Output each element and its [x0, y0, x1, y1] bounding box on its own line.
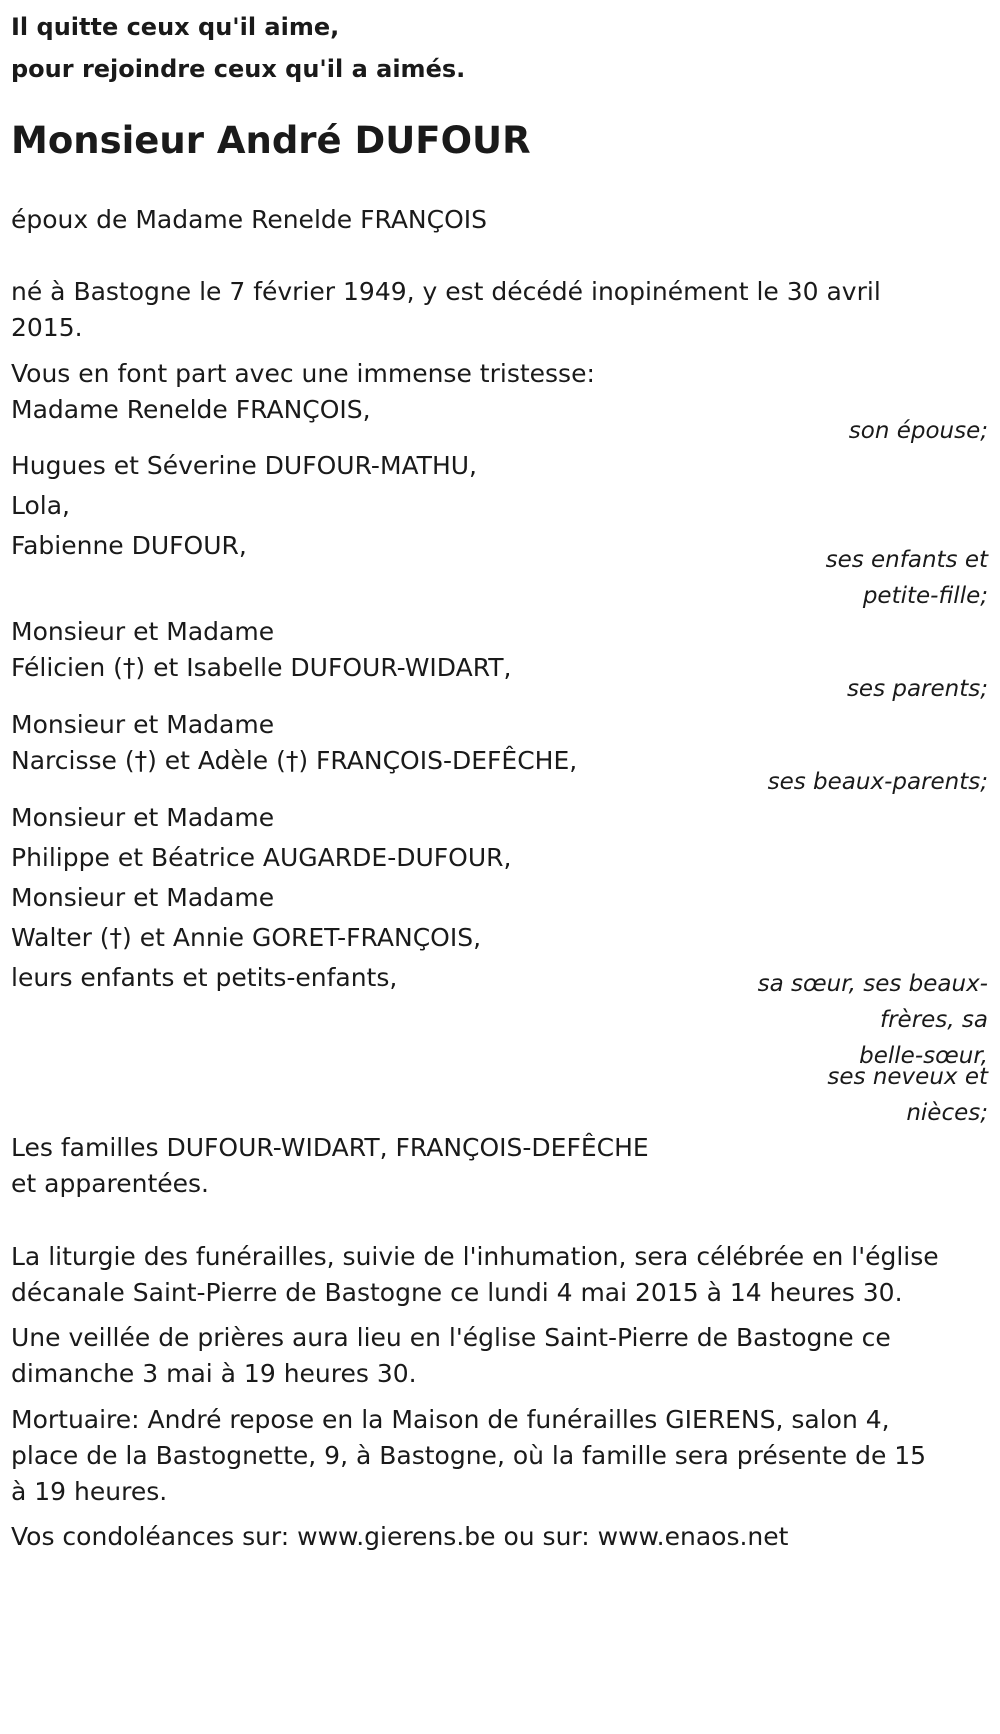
child-name: Lola, — [11, 491, 70, 520]
funeral-line-2: décanale Saint-Pierre de Bastogne ce lundi 4 mai 2015 à 14 heures 30. — [11, 1278, 903, 1307]
condolences-line: Vos condoléances sur: www.gierens.be ou sur: www.enaos.net — [11, 1522, 789, 1551]
mortuary-line-2: place de la Bastognette, 9, à Bastogne, où la famille sera présente de 15 — [11, 1441, 927, 1470]
parents-line-1: Monsieur et Madame — [11, 617, 275, 646]
vigil-line-1: Une veillée de prières aura lieu en l'église Saint-Pierre de Bastogne ce — [11, 1323, 891, 1352]
announcement-intro: Vous en font part avec une immense tristesse: — [11, 359, 595, 388]
sibling-line: Philippe et Béatrice AUGARDE-DUFOUR, — [11, 843, 512, 872]
deceased-name: Monsieur André DUFOUR — [11, 119, 531, 162]
epigraph-line-2: pour rejoindre ceux qu'il a aimés. — [11, 55, 466, 83]
vigil-line-2: dimanche 3 mai à 19 heures 30. — [11, 1359, 417, 1388]
mortuary-line-1: Mortuaire: André repose en la Maison de funérailles GIERENS, salon 4, — [11, 1405, 890, 1434]
siblings-relation-line-4: ses neveux et — [827, 1064, 988, 1090]
spouse-name: Madame Renelde FRANÇOIS, — [11, 395, 371, 424]
families-line-1: Les familles DUFOUR-WIDART, FRANÇOIS-DEFÊCHE — [11, 1133, 649, 1162]
siblings-relation-line-3: belle-sœur, — [859, 1043, 988, 1069]
siblings-relation-line-1: sa sœur, ses beaux- — [757, 971, 988, 997]
siblings-relation-line-5: nièces; — [906, 1100, 988, 1126]
funeral-line-1: La liturgie des funérailles, suivie de l'inhumation, sera célébrée en l'église — [11, 1242, 939, 1271]
children-relation-line-2: petite-fille; — [862, 583, 988, 609]
child-name: Hugues et Séverine DUFOUR-MATHU, — [11, 451, 477, 480]
sibling-line: leurs enfants et petits-enfants, — [11, 963, 398, 992]
parents-in-law-line-2: Narcisse (†) et Adèle (†) FRANÇOIS-DEFÊCHE, — [11, 746, 578, 775]
parents-in-law-relation: ses beaux-parents; — [767, 769, 988, 795]
sibling-line: Monsieur et Madame — [11, 803, 275, 832]
sibling-line: Walter (†) et Annie GORET-FRANÇOIS, — [11, 923, 482, 952]
child-name: Fabienne DUFOUR, — [11, 531, 247, 560]
epigraph-line-1: Il quitte ceux qu'il aime, — [11, 13, 340, 41]
parents-line-2: Félicien (†) et Isabelle DUFOUR-WIDART, — [11, 653, 512, 682]
birth-death-line-2: 2015. — [11, 313, 83, 342]
parents-relation: ses parents; — [846, 676, 988, 702]
spouse-relation: son épouse; — [848, 418, 988, 444]
parents-in-law-line-1: Monsieur et Madame — [11, 710, 275, 739]
families-line-2: et apparentées. — [11, 1169, 209, 1198]
sibling-line: Monsieur et Madame — [11, 883, 275, 912]
siblings-relation-line-2: frères, sa — [880, 1007, 988, 1033]
spouse-line: époux de Madame Renelde FRANÇOIS — [11, 205, 488, 234]
children-relation-line-1: ses enfants et — [825, 547, 988, 573]
mortuary-line-3: à 19 heures. — [11, 1477, 168, 1506]
birth-death-line-1: né à Bastogne le 7 février 1949, y est décédé inopinément le 30 avril — [11, 277, 881, 306]
